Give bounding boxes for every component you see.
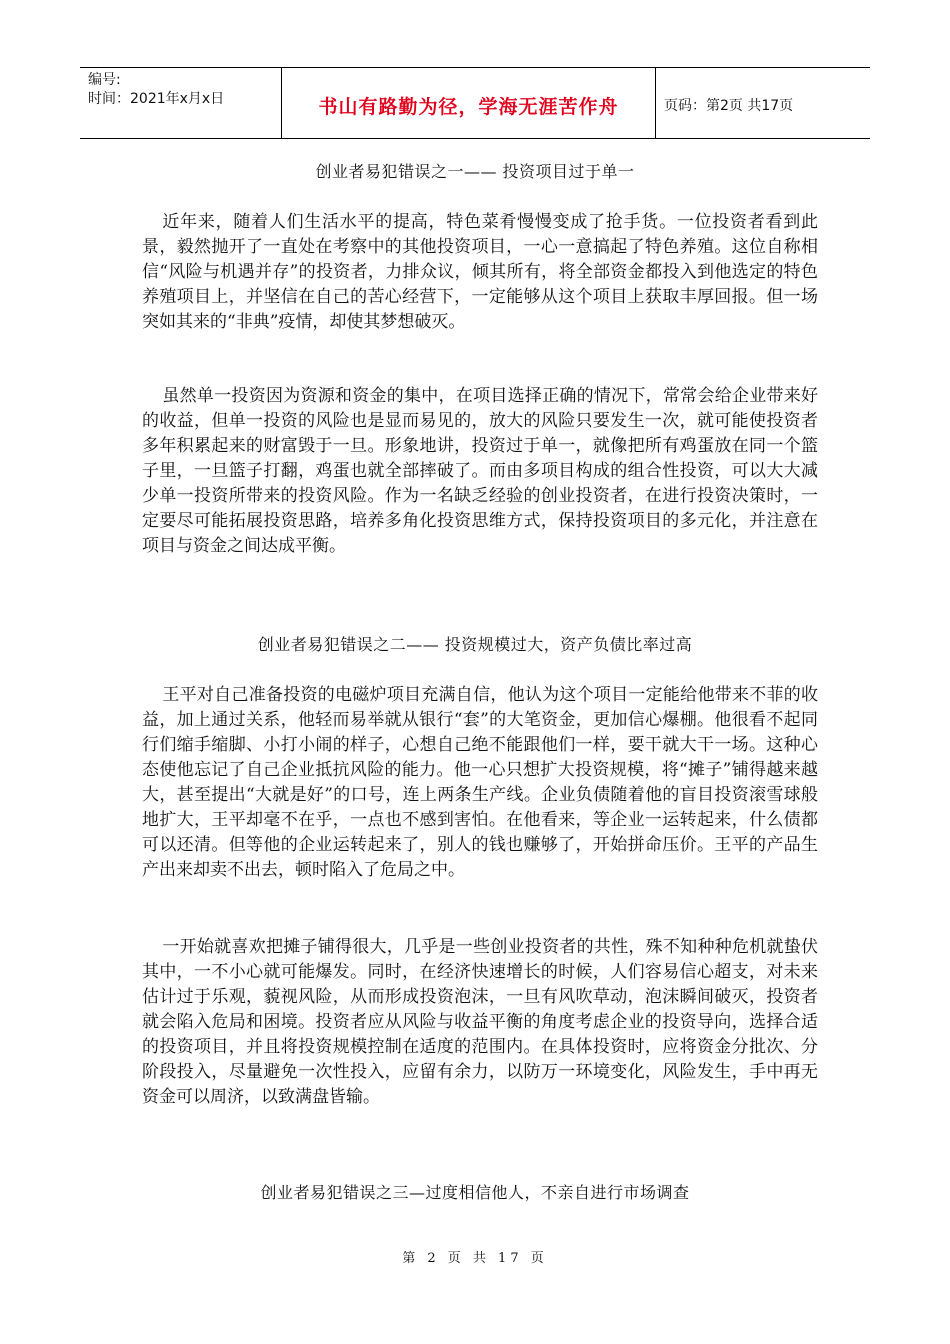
document-time-label: 时间：2021年x月x日	[88, 91, 225, 107]
section-3-title: 创业者易犯错误之三—过度相信他人，不亲自进行市场调查	[260, 1183, 690, 1202]
section-2-paragraph-1: 王平对自己准备投资的电磁炉项目充满自信，他认为这个项目一定能给他带来不菲的收益，加上通过关系，他轻而易举就从银行“套”的大笔资金，更加信心爆棚。他很看不起同行们缩手缩脚、小打小闹的样子，心想自己绝不能跟他们一样，要干就大干一场。这种心态使他忘记了自己企业抵抗风险的能力。他一心只想扩大投资规模，将“摊子”铺得越来越大，甚至提出“大就是好”的口号，连上两条生产线。企业负债随着他的盲目投资滚雪球般地扩大，王平却毫不在乎，一点也不感到害怕。在他看来，等企业一运转起来，什么债都可以还清。但等他的企业运转起来了，别人的钱也赚够了，开始拼命压价。王平的产品生产出来却卖不出去，顿时陷入了危局之中。	[142, 685, 818, 880]
section-1-paragraph-2: 虽然单一投资因为资源和资金的集中，在项目选择正确的情况下，常常会给企业带来好的收益，但单一投资的风险也是显而易见的，放大的风险只要发生一次，就可能使投资者多年积累起来的财富毁于一旦。形象地讲，投资过于单一，就像把所有鸡蛋放在同一个篮子里，一旦篮子打翻，鸡蛋也就全部摔破了。而由多项目构成的组合性投资，可以大大减少单一投资所带来的投资风险。作为一名缺乏经验的创业投资者，在进行投资决策时，一定要尽可能拓展投资思路，培养多角化投资思维方式，保持投资项目的多元化，并注意在项目与资金之间达成平衡。	[142, 386, 818, 556]
header-motto: 书山有路勤为径，学海无涯苦作舟	[282, 68, 656, 138]
page-header	[80, 67, 870, 139]
section-1-title: 创业者易犯错误之一—— 投资项目过于单一	[315, 162, 635, 181]
section-2-paragraph-2: 一开始就喜欢把摊子铺得很大，几乎是一些创业投资者的共性，殊不知种种危机就蛰伏其中，一不小心就可能爆发。同时，在经济快速增长的时候，人们容易信心超支，对未来估计过于乐观，藐视风险，从而形成投资泡沫，一旦有风吹草动，泡沫瞬间破灭，投资者就会陷入危局和困境。投资者应从风险与收益平衡的角度考虑企业的投资导向，选择合适的投资项目，并且将投资规模控制在适度的范围内。在具体投资时，应将资金分批次、分阶段投入，尽量避免一次性投入，应留有余力，以防万一环境变化，风险发生，手中再无资金可以周济，以致满盘皆输。	[142, 937, 818, 1107]
section-2-title: 创业者易犯错误之二—— 投资规模过大，资产负债比率过高	[257, 635, 693, 654]
header-page-info: 页码：第2页 共17页	[664, 98, 794, 114]
page-footer: 第 2 页 共 17 页	[402, 1251, 548, 1266]
header-meta	[80, 68, 282, 138]
section-1-paragraph-1: 近年来，随着人们生活水平的提高，特色菜肴慢慢变成了抢手货。一位投资者看到此景，毅然抛开了一直处在考察中的其他投资项目，一心一意搞起了特色养殖。这位自称相信“风险与机遇并存”的投资者，力排众议，倾其所有，将全部资金都投入到他选定的特色养殖项目上，并坚信在自己的苦心经营下，一定能够从这个项目上获取丰厚回报。但一场突如其来的“非典”疫情，却使其梦想破灭。	[142, 212, 818, 332]
document-number-label: 编号:	[88, 72, 121, 88]
